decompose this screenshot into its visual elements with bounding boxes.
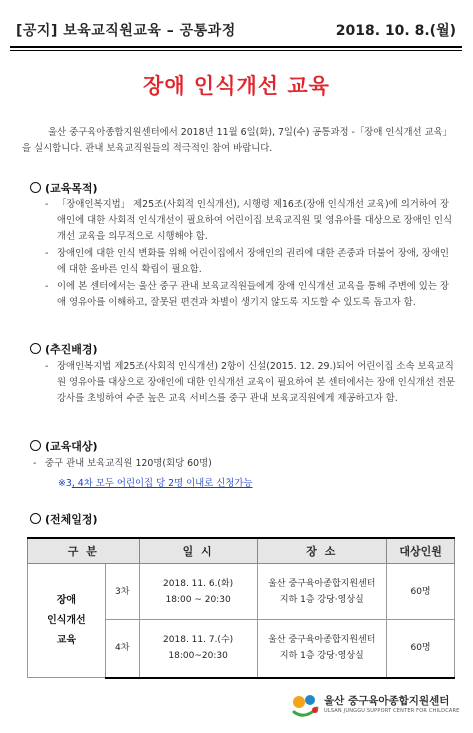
- header-rule-thin: [10, 50, 462, 51]
- organization-name: 울산 중구육아종합지원센터: [324, 695, 450, 707]
- datetime-cell: 2018. 11. 6.(화) 18:00 ~ 20:30: [139, 564, 257, 620]
- round-cell: 4차: [105, 620, 139, 678]
- circle-bullet-icon: [30, 343, 41, 354]
- purpose-item: - 장애인에 대한 인식 변화를 위해 어린이집에서 장애인의 권리에 대한 존중과 더불어 장애, 장애인에 대한 올바른 인식 확립이 필요함.: [45, 248, 449, 275]
- circle-bullet-icon: [30, 513, 41, 524]
- document-header: [10, 18, 462, 42]
- column-header: 대상인원: [387, 538, 455, 564]
- page-title: 장애 인식개선 교육: [143, 74, 330, 98]
- schedule-table: [27, 537, 455, 679]
- column-header: 일 시: [139, 538, 257, 564]
- childcare-center-logo-icon: [290, 690, 320, 720]
- purpose-item: - 「장애인복지법」 제25조(사회적 인식개선), 시행령 제16조(장애 인식개선 교육)에 의거하여 장애인에 대한 사회적 인식개선이 필요하여 어린이집 보육교직원 및 영유아를 대상으로 장애인 인식개선 교육을 의무적으로 시행해야 함.: [45, 199, 453, 242]
- datetime-cell: 2018. 11. 7.(수) 18:00~20:30: [139, 620, 257, 678]
- header-rule: [10, 46, 462, 48]
- table-header-row: [28, 538, 455, 564]
- notice-label: [공지] 보육교직원교육 – 공통과정: [16, 23, 236, 39]
- circle-bullet-icon: [30, 182, 41, 193]
- count-cell: 60명: [387, 564, 455, 620]
- section-purpose-heading: (교육목적): [30, 180, 98, 196]
- category-cell: 장애 인식개선 교육: [28, 564, 106, 678]
- column-header: 장 소: [257, 538, 387, 564]
- purpose-item: - 이에 본 센터에서는 울산 중구 관내 보육교직원들에게 장애 인식개선 교육을 통해 주변에 있는 장애 영유아를 이해하고, 잘못된 편견과 차별이 생기지 않도록 지도할 수 있도록 돕고자 함.: [45, 281, 449, 308]
- circle-bullet-icon: [30, 440, 41, 451]
- table-row: [28, 564, 455, 620]
- column-header: 구 분: [28, 538, 140, 564]
- organization-logo: [290, 690, 460, 720]
- organization-name-english: ULSAN JUNGGU SUPPORT CENTER FOR CHILDCARE: [324, 708, 460, 714]
- section-background-heading: (추진배경): [30, 341, 98, 357]
- target-note: ※3, 4차 모두 어린이집 당 2명 이내로 신청가능: [58, 478, 253, 489]
- round-cell: 3차: [105, 564, 139, 620]
- count-cell: 60명: [387, 620, 455, 678]
- place-cell: 울산 중구육아종합지원센터 지하 1층 강당·영상실: [257, 620, 387, 678]
- target-item: - 중구 관내 보육교직원 120명(회당 60명): [33, 458, 212, 469]
- section-schedule-heading: (전체일정): [30, 511, 98, 527]
- background-item: - 장애인복지법 제25조(사회적 인식개선) 2항이 신설(2015. 12. 29.)되어 어린이집 소속 보육교직원 영유아를 대상으로 장애인에 대한 인식개선 교육이 필요하여 본 센터에서는 장애 인식개선 전문강사를 초빙하여 수준 높은 교육 서비스를 중구 관내 보육교직원에게 제공하고자 함.: [45, 361, 456, 404]
- notice-date: 2018. 10. 8.(월): [335, 23, 456, 39]
- section-target-heading: (교육대상): [30, 438, 98, 454]
- intro-paragraph: 울산 중구육아종합지원센터에서 2018년 11월 6일(화), 7일(수) 공통과정 -「장애 인식개선 교육」을 실시합니다. 관내 보육교직원들의 적극적인 참여 바랍니다.: [22, 127, 453, 154]
- place-cell: 울산 중구육아종합지원센터 지하 1층 강당·영상실: [257, 564, 387, 620]
